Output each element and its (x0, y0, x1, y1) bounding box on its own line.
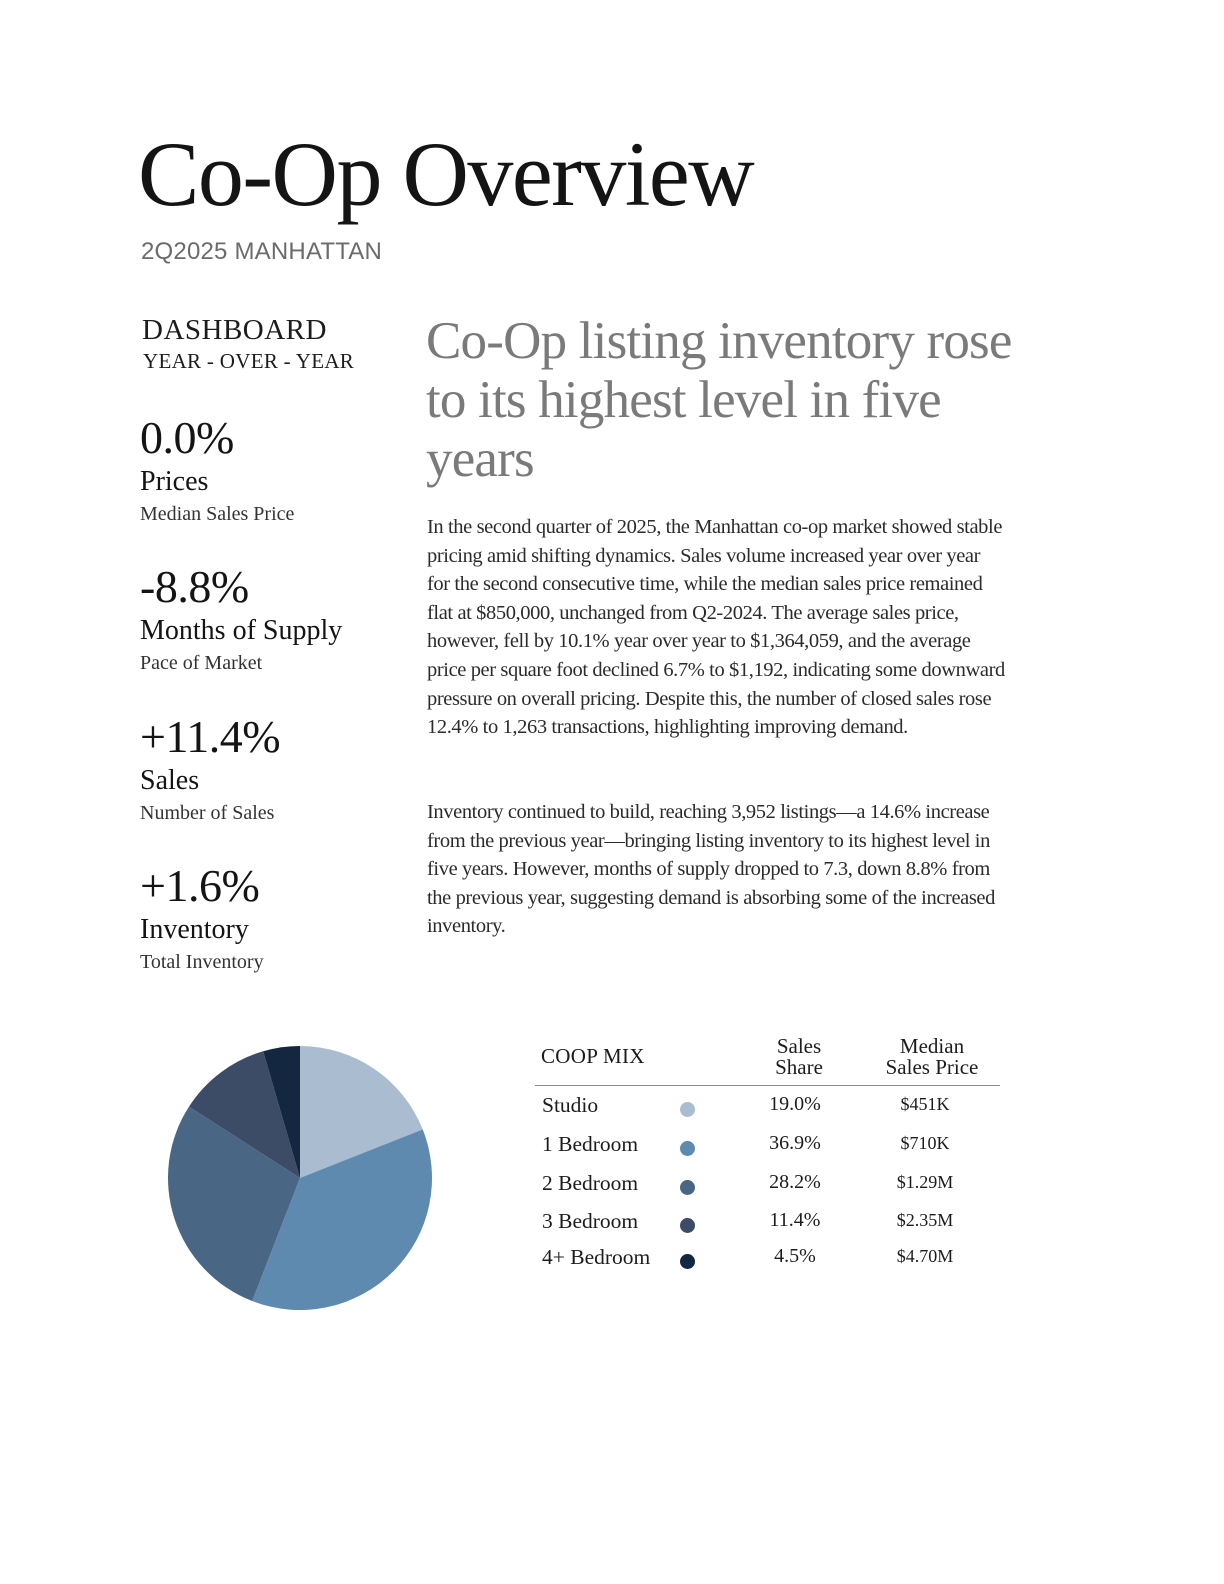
row-median: $710K (900, 1133, 950, 1153)
row-label: 2 Bedroom (542, 1171, 639, 1195)
row-median: $2.35M (896, 1210, 954, 1230)
column-header-median-price (857, 1036, 1007, 1078)
row-median: $4.70M (896, 1246, 954, 1266)
column-header-sales-share (751, 1036, 847, 1078)
metric-months-of-supply (140, 561, 410, 675)
page-title: Co-Op Overview (138, 123, 754, 225)
legend-dot (680, 1218, 695, 1233)
table-label: COOP MIX (541, 1044, 645, 1068)
article-paragraph: In the second quarter of 2025, the Manhattan co-op market showed stable pricing amid shifting dynamics. Sales volume increased year over year for the second consecutive time, while the median sales price remained flat at $850,000, unchanged from Q2-2024. The average sales price, however, fell by 10.1% year over year to $1,364,059, and the average price per square foot declined 6.7% to $1,192, indicating some downward pressure on overall pricing. Despite this, the number of closed sales rose 12.4% to 1,263 transactions, highlighting improving demand. (427, 516, 1005, 739)
row-share: 28.2% (769, 1171, 821, 1193)
metric-name: Months of Supply (140, 615, 343, 646)
metric-value: -8.8% (140, 561, 249, 612)
row-share: 4.5% (774, 1245, 816, 1267)
table-row (535, 1209, 1000, 1239)
table-row (535, 1245, 1000, 1275)
dashboard-title: DASHBOARD (142, 314, 327, 346)
row-label: 1 Bedroom (542, 1132, 639, 1156)
article-paragraph: Inventory continued to build, reaching 3,952 listings—a 14.6% increase from the previous year—bringing listing inventory to its highest level in five years. However, months of supply dropped to 7.3, down 8.8% from the previous year, suggesting demand is absorbing some of the increased inventory. (427, 801, 995, 938)
table-row (535, 1093, 1000, 1123)
metric-value: +1.6% (140, 860, 260, 911)
metric-name: Inventory (140, 914, 249, 945)
metric-sales (140, 711, 410, 825)
metric-prices (140, 412, 410, 526)
column-header-line: Sales Price (885, 1055, 979, 1079)
row-median: $1.29M (896, 1172, 954, 1192)
metric-description: Total Inventory (140, 950, 264, 973)
metric-name: Sales (140, 765, 200, 796)
metric-value: 0.0% (140, 412, 234, 463)
metric-name: Prices (140, 466, 209, 497)
metric-description: Pace of Market (140, 651, 263, 674)
row-label: 4+ Bedroom (542, 1245, 651, 1269)
table-row (535, 1132, 1000, 1162)
legend-dot (680, 1141, 695, 1156)
row-label: 3 Bedroom (542, 1209, 639, 1233)
page-subtitle: 2Q2025 MANHATTAN (141, 238, 383, 265)
column-header-line: Median (899, 1034, 965, 1058)
column-header-line: Sales (776, 1034, 822, 1058)
row-share: 11.4% (769, 1209, 821, 1231)
row-median: $451K (900, 1094, 950, 1114)
row-share: 36.9% (769, 1132, 821, 1154)
legend-dot (680, 1102, 695, 1117)
row-label: Studio (542, 1093, 599, 1117)
metric-inventory (140, 860, 410, 974)
metric-value: +11.4% (140, 711, 281, 762)
metric-description: Number of Sales (140, 801, 275, 824)
table-divider (535, 1085, 1000, 1086)
row-share: 19.0% (769, 1093, 821, 1115)
article-headline: Co-Op listing inventory rose to its highest level in five years (426, 312, 1012, 488)
legend-dot (680, 1254, 695, 1269)
dashboard-subtitle: YEAR - OVER - YEAR (143, 349, 355, 373)
coop-mix-pie-chart (164, 1042, 436, 1314)
metric-description: Median Sales Price (140, 502, 295, 525)
table-row (535, 1171, 1000, 1201)
legend-dot (680, 1180, 695, 1195)
column-header-line: Share (775, 1055, 823, 1079)
